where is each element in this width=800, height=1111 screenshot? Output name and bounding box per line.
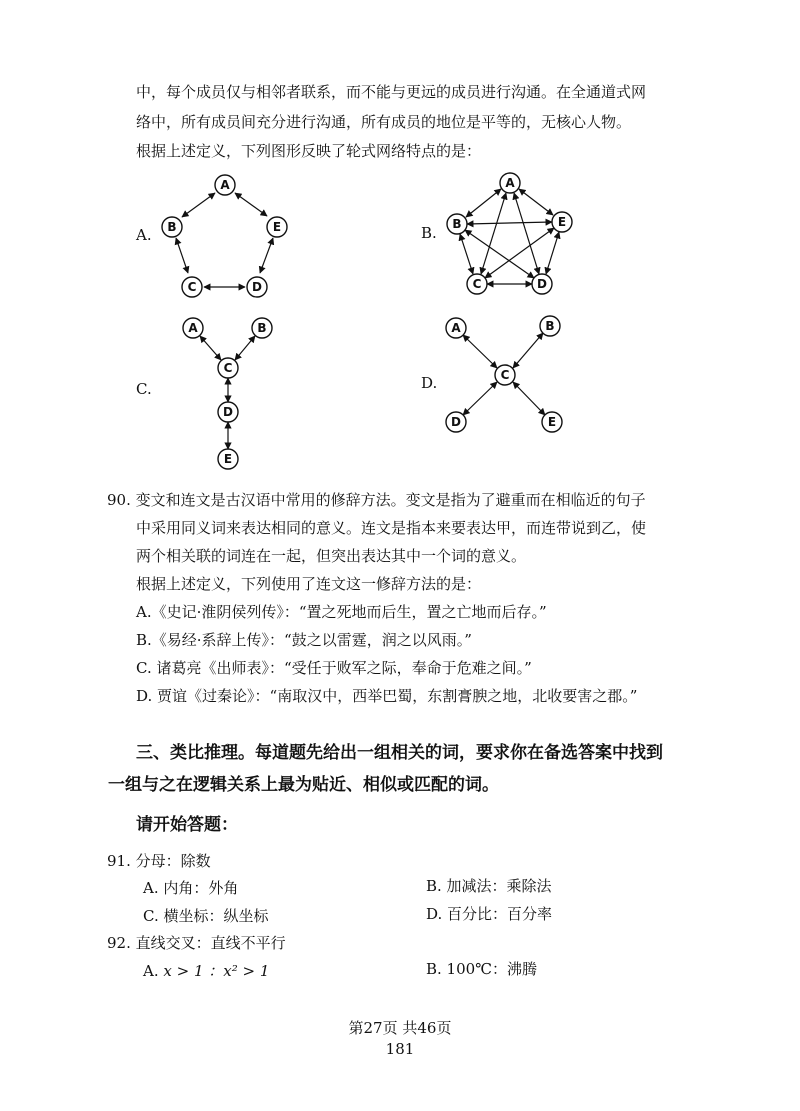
node-e-label: E <box>547 415 557 429</box>
q91-option-a: A. 内角：外角 <box>143 879 239 897</box>
page-number: 181 <box>385 1040 415 1058</box>
node-d-label: D <box>252 280 262 294</box>
q92-stem: 92. 直线交叉：直线不平行 <box>107 934 286 952</box>
q91-option-b: B. 加减法：乘除法 <box>426 877 552 895</box>
intro-line-2: 络中，所有成员间充分进行沟通，所有成员的地位是平等的，无核心人物。 <box>136 113 632 131</box>
q91-option-d: D. 百分比：百分率 <box>426 905 553 923</box>
diagram-option-a <box>150 170 310 310</box>
node-b-label: B <box>452 217 462 231</box>
node-e-label: E <box>557 215 567 229</box>
edge-a-e <box>235 193 267 216</box>
node-c-label: C <box>187 280 197 294</box>
q91-option-c: C. 横坐标：纵坐标 <box>143 907 269 925</box>
section3-heading-line-2: 一组与之在逻辑关系上最为贴近、相似或匹配的词。 <box>108 775 499 795</box>
diagram-option-b <box>435 168 595 308</box>
diagram-option-d <box>430 312 580 442</box>
node-b-label: B <box>545 319 555 333</box>
q90-line-2: 中采用同义词来表达相同的意义。连文是指本来要表达甲，而连带说到乙，使 <box>136 519 647 537</box>
node-b-label: B <box>167 220 177 234</box>
q92-option-a-expr: x > 1 ：x² > 1 <box>163 962 270 980</box>
node-e-label: E <box>223 452 233 466</box>
option-b-label: B. <box>421 224 437 242</box>
q91-stem: 91. 分母：除数 <box>107 852 211 870</box>
section3-start: 请开始答题： <box>136 815 238 835</box>
q90-line-1: 90. 变文和连文是古汉语中常用的修辞方法。变文是指为了避重而在相临近的句子 <box>107 491 646 509</box>
diagram-option-c <box>170 312 290 472</box>
node-a-label: A <box>505 176 515 190</box>
edge-e-d <box>260 238 273 273</box>
node-a-label: A <box>188 321 198 335</box>
q92-option-a <box>143 961 269 981</box>
q92-option-a-prefix: A. <box>143 962 164 980</box>
edge-b-c <box>176 238 188 273</box>
node-c-label: C <box>223 361 233 375</box>
option-a-label: A. <box>136 226 152 244</box>
node-c-label: C <box>472 277 482 291</box>
q90-option-c: C. 诸葛亮《出师表》：“受任于败军之际，奉命于危难之间。” <box>136 659 532 677</box>
q90-option-b: B.《易经·系辞上传》：“鼓之以雷霆，润之以风雨。” <box>136 631 472 649</box>
page-counter: 第27页 共46页 <box>348 1019 452 1037</box>
node-b-label: B <box>257 321 267 335</box>
node-c-label: C <box>500 368 510 382</box>
q90-option-a: A.《史记·淮阴侯列传》：“置之死地而后生，置之亡地而后存。” <box>136 603 547 621</box>
node-e-label: E <box>272 220 282 234</box>
option-c-label: C. <box>136 380 152 398</box>
node-a-label: A <box>451 321 461 335</box>
q90-option-d: D. 贾谊《过秦论》：“南取汉中，西举巴蜀，东割膏腴之地，北收要害之郡。” <box>136 687 638 705</box>
node-a-label: A <box>220 178 230 192</box>
node-d-label: D <box>451 415 461 429</box>
q90-line-4: 根据上述定义，下列使用了连文这一修辞方法的是： <box>136 575 482 593</box>
option-d-label: D. <box>421 374 438 392</box>
node-d-label: D <box>537 277 547 291</box>
q90-line-3: 两个相关联的词连在一起，但突出表达其中一个词的意义。 <box>136 547 527 565</box>
node-d-label: D <box>223 405 233 419</box>
intro-line-3: 根据上述定义，下列图形反映了轮式网络特点的是： <box>136 142 482 160</box>
q92-option-b: B. 100℃：沸腾 <box>426 960 537 978</box>
section3-heading-line-1: 三、类比推理。每道题先给出一组相关的词，要求你在备选答案中找到 <box>136 743 663 763</box>
intro-line-1: 中，每个成员仅与相邻者联系，而不能与更远的成员进行沟通。在全通道式网 <box>136 83 647 101</box>
edge-a-b <box>182 193 215 217</box>
